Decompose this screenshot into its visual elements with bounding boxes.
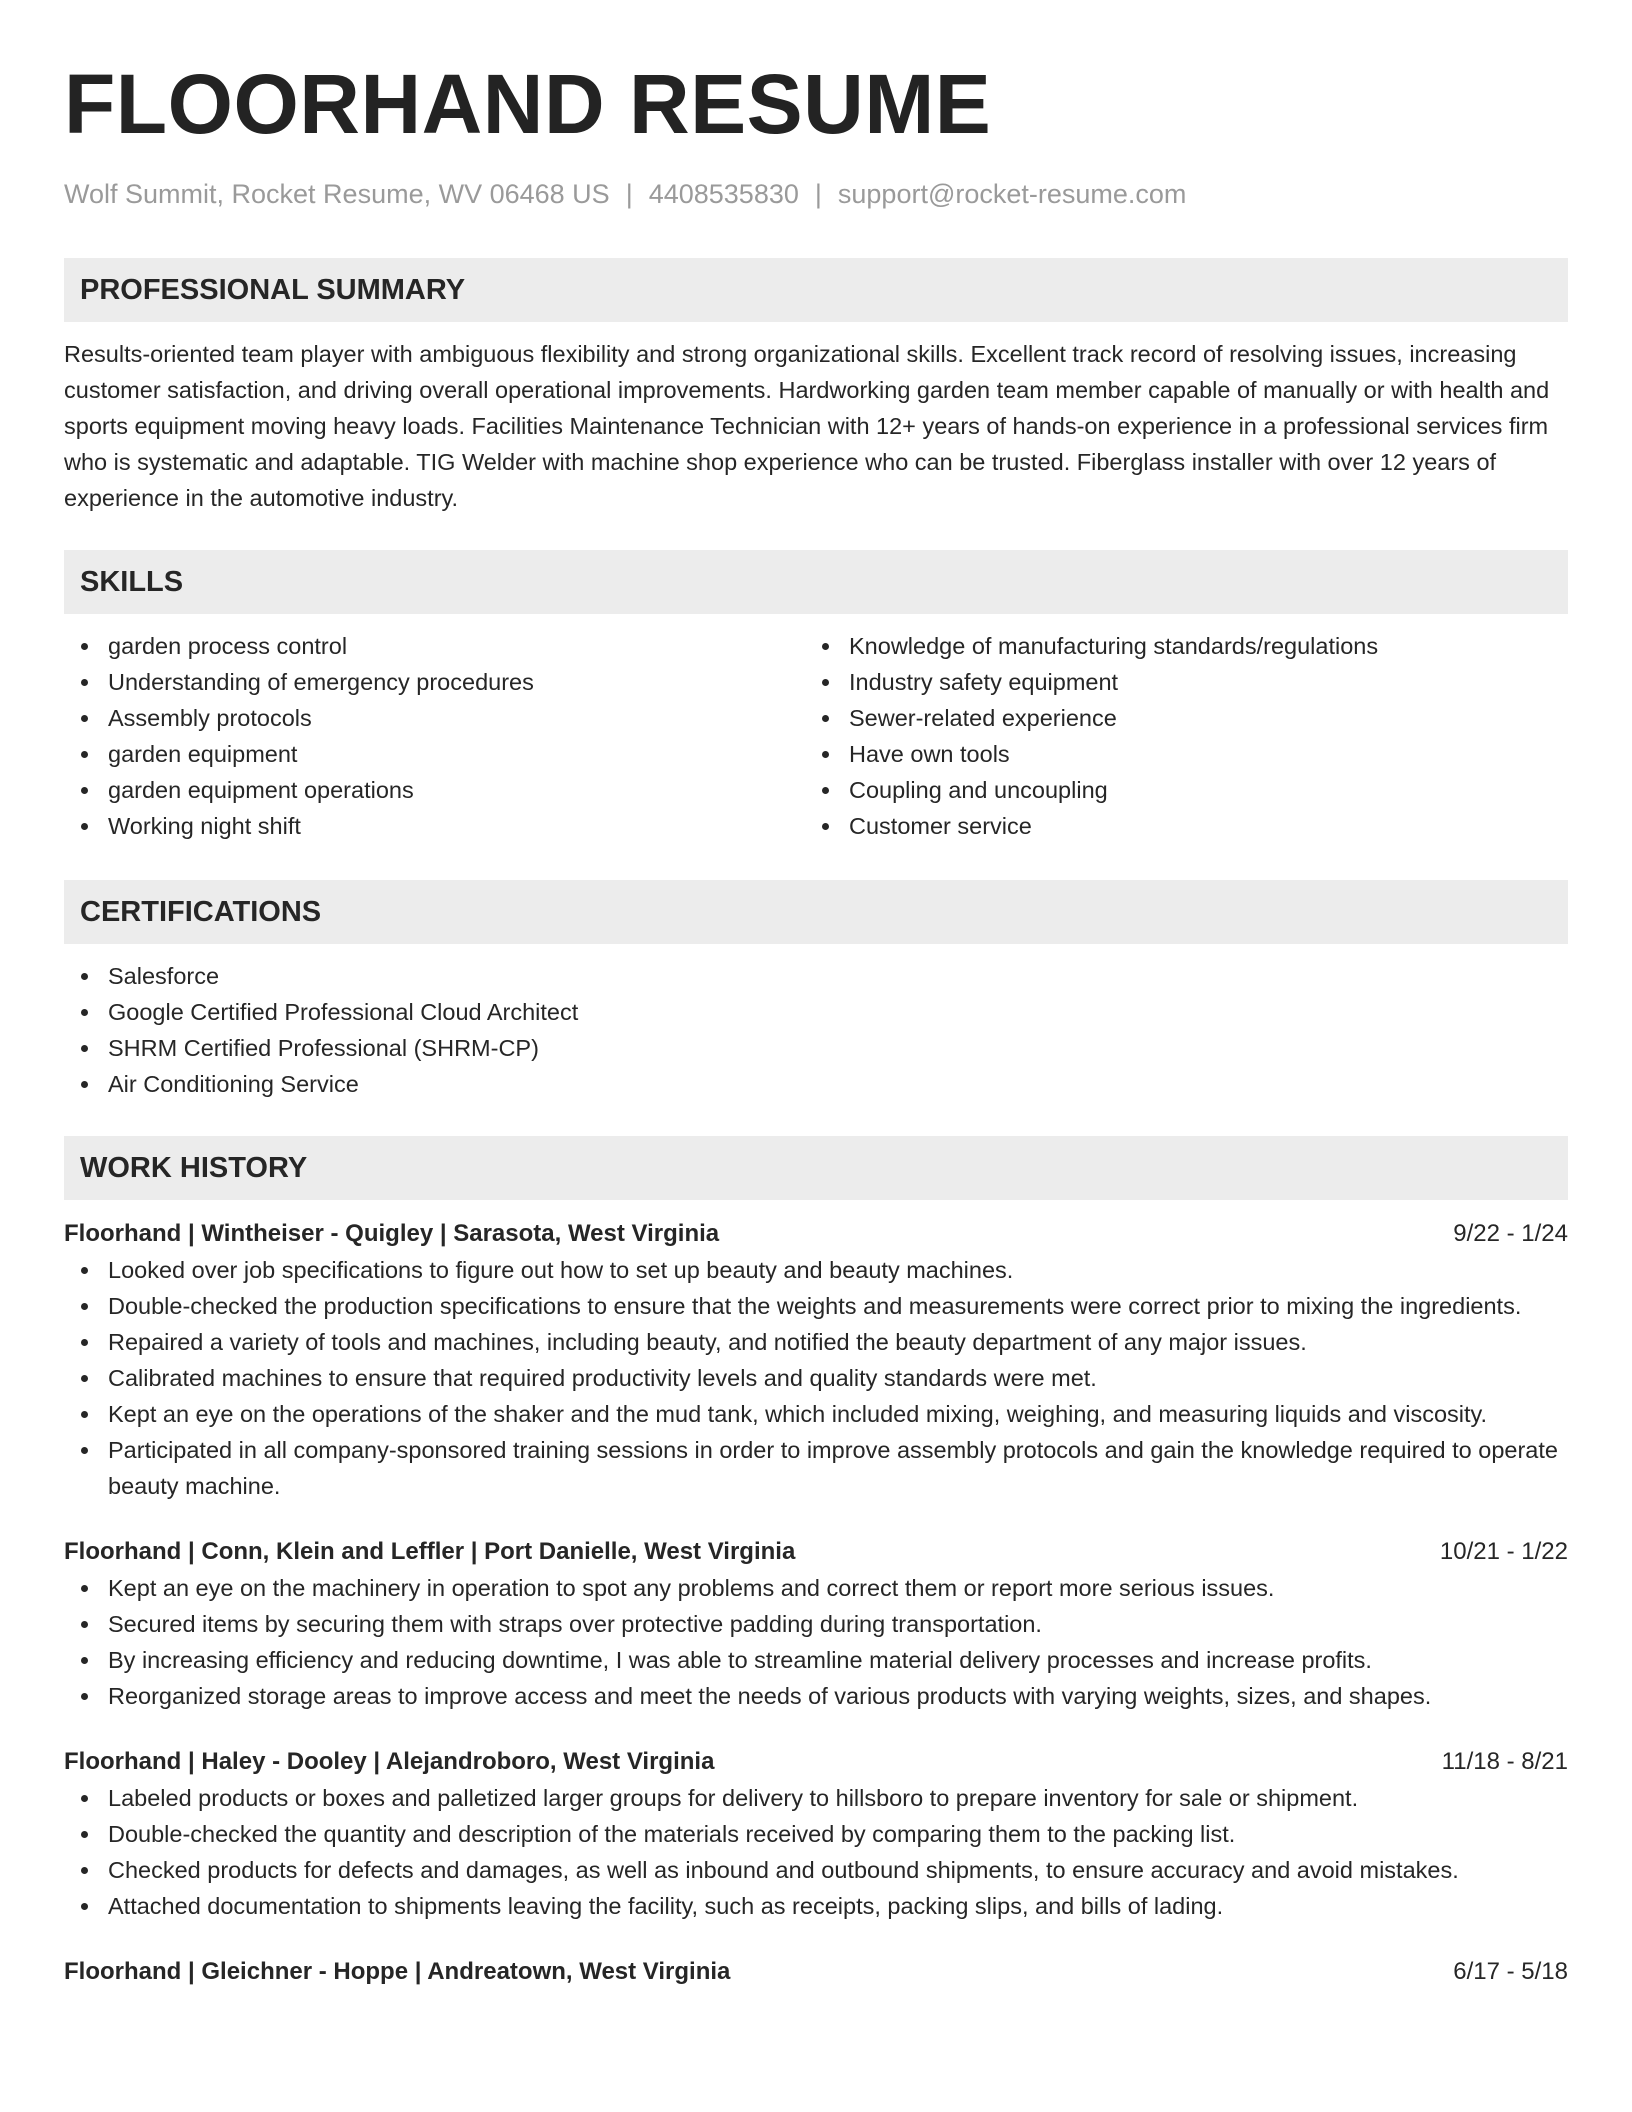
skill-item: Knowledge of manufacturing standards/regulations [805,628,1568,664]
job-entry [64,1954,1568,1990]
job-dates: 11/18 - 8/21 [1441,1748,1568,1775]
job-duty: Calibrated machines to ensure that required productivity levels and quality standards were met. [64,1360,1568,1396]
job-duty: Looked over job specifications to figure out how to set up beauty and beauty machines. [64,1252,1568,1288]
job-header [64,1216,1568,1252]
contact-address: Wolf Summit, Rocket Resume, WV 06468 US [64,179,610,209]
job-title: Floorhand | Conn, Klein and Leffler | Port Danielle, West Virginia [64,1538,796,1565]
skill-item: garden equipment [64,736,805,772]
job-header [64,1534,1568,1570]
contact-separator: | [814,179,822,209]
job-duty: Double-checked the production specifications to ensure that the weights and measurements were correct prior to mixing the ingredients. [64,1288,1568,1324]
skills-list [64,628,1568,844]
job-duty: By increasing efficiency and reducing downtime, I was able to streamline material delivery processes and increase profits. [64,1642,1568,1678]
job-header [64,1954,1568,1990]
skill-item: Understanding of emergency procedures [64,664,805,700]
contact-phone[interactable]: 4408535830 [648,179,799,209]
section-heading-summary: PROFESSIONAL SUMMARY [64,258,1568,322]
skill-item: Have own tools [805,736,1568,772]
job-duties [64,1570,1568,1714]
job-duty: Checked products for defects and damages, as well as inbound and outbound shipments, to ensure accuracy and avoid mistakes. [64,1852,1568,1888]
job-duty: Reorganized storage areas to improve access and meet the needs of various products with varying weights, sizes, and shapes. [64,1678,1568,1714]
job-title: Floorhand | Haley - Dooley | Alejandroboro, West Virginia [64,1748,715,1775]
job-duty: Double-checked the quantity and description of the materials received by comparing them to the packing list. [64,1816,1568,1852]
summary-text: Results-oriented team player with ambiguous flexibility and strong organizational skills. Excellent track record of resolving issues, increasing customer satisfaction, and driving overall operational improvements. Hardworking garden team member capable of manually or with health and sports equipment moving heavy loads. Facilities Maintenance Technician with 12+ years of hands-on experience in a professional services firm who is systematic and adaptable. TIG Welder with machine shop experience who can be trusted. Fiberglass installer with over 12 years of experience in the automotive industry. [64,341,1550,511]
section-heading-work-history: WORK HISTORY [64,1136,1568,1200]
skills-column-left [64,628,805,844]
job-dates: 10/21 - 1/22 [1439,1538,1568,1565]
skill-item: Assembly protocols [64,700,805,736]
skill-item: Sewer-related experience [805,700,1568,736]
job-duty: Secured items by securing them with straps over protective padding during transportation. [64,1606,1568,1642]
job-dates: 9/22 - 1/24 [1453,1220,1568,1247]
job-duty: Kept an eye on the operations of the shaker and the mud tank, which included mixing, weighing, and measuring liquids and viscosity. [64,1396,1568,1432]
job-duty: Attached documentation to shipments leaving the facility, such as receipts, packing slips, and bills of lading. [64,1888,1568,1924]
contact-separator: | [625,179,633,209]
certification-item: Salesforce [64,958,1568,994]
skill-item: Working night shift [64,808,805,844]
job-entry [64,1534,1568,1714]
skill-item: garden equipment operations [64,772,805,808]
job-duty: Kept an eye on the machinery in operation to spot any problems and correct them or report more serious issues. [64,1570,1568,1606]
certifications-list [64,958,1568,1102]
skill-item: Industry safety equipment [805,664,1568,700]
job-dates: 6/17 - 5/18 [1453,1958,1568,1985]
job-title: Floorhand | Gleichner - Hoppe | Andreatown, West Virginia [64,1958,731,1985]
job-duties [64,1780,1568,1924]
section-heading-skills: SKILLS [64,550,1568,614]
resume-title: FLOORHAND RESUME [64,57,992,151]
job-entry [64,1216,1568,1504]
job-duties [64,1252,1568,1504]
skills-column-right [805,628,1568,844]
contact-email[interactable]: support@rocket-resume.com [837,179,1187,209]
certification-item: SHRM Certified Professional (SHRM-CP) [64,1030,1568,1066]
job-duty: Participated in all company-sponsored training sessions in order to improve assembly protocols and gain the knowledge required to operate beauty machine. [64,1432,1568,1504]
job-duty: Labeled products or boxes and palletized larger groups for delivery to hillsboro to prepare inventory for sale or shipment. [64,1780,1568,1816]
certification-item: Air Conditioning Service [64,1066,1568,1102]
job-duty: Repaired a variety of tools and machines, including beauty, and notified the beauty department of any major issues. [64,1324,1568,1360]
certification-item: Google Certified Professional Cloud Architect [64,994,1568,1030]
contact-line [64,176,1568,212]
job-title: Floorhand | Wintheiser - Quigley | Sarasota, West Virginia [64,1220,720,1247]
skill-item: Coupling and uncoupling [805,772,1568,808]
skill-item: garden process control [64,628,805,664]
job-header [64,1744,1568,1780]
section-heading-certifications: CERTIFICATIONS [64,880,1568,944]
job-entry [64,1744,1568,1924]
skill-item: Customer service [805,808,1568,844]
